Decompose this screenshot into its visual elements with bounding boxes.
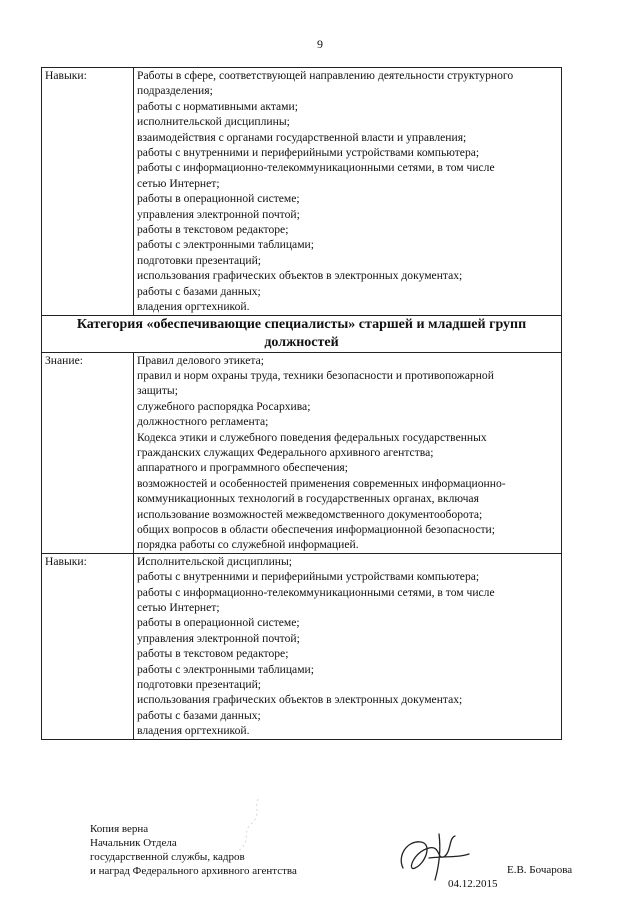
- list-item: работы с информационно-телекоммуникационными сетями, в том числе: [137, 161, 495, 175]
- row-label: Навыки:: [42, 68, 134, 316]
- list-item: подготовки презентаций;: [137, 253, 262, 267]
- list-item: использование возможностей межведомственного документооборота;: [137, 507, 483, 521]
- list-item: работы с электронными таблицами;: [137, 238, 314, 252]
- category-heading-line: Категория «обеспечивающие специалисты» старшей и младшей групп: [76, 316, 527, 332]
- row-label: Навыки:: [42, 553, 134, 739]
- list-item: порядка работы со служебной информацией.: [137, 538, 359, 552]
- list-item: Работы в сфере, соответствующей направлению деятельности структурного: [137, 69, 514, 82]
- list-item: исполнительской дисциплины;: [137, 115, 290, 129]
- list-item: управления электронной почтой;: [137, 631, 300, 645]
- list-item: использования графических объектов в электронных документах;: [137, 693, 463, 707]
- list-item: владения оргтехникой.: [137, 300, 250, 314]
- row-label: Знание:: [42, 352, 134, 553]
- list-item: подразделения;: [137, 84, 213, 98]
- list-item: работы с внутренними и периферийными устройствами компьютера;: [137, 570, 480, 584]
- category-heading-line: должностей: [264, 334, 339, 350]
- list-item: должностного регламента;: [137, 415, 269, 429]
- list-item: работы с внутренними и периферийными устройствами компьютера;: [137, 146, 480, 160]
- category-heading: [42, 315, 562, 352]
- list-item: служебного распорядка Росархива;: [137, 399, 311, 413]
- certifier-title-line: и наград Федерального архивного агентства: [90, 865, 297, 877]
- list-item: гражданских служащих Федерального архивного агентства;: [137, 445, 434, 459]
- row-content: [134, 352, 562, 553]
- certifier-title-line: государственной службы, кадров: [90, 851, 245, 863]
- list-item: Исполнительской дисциплины;: [137, 554, 293, 568]
- list-item: возможностей и особенностей применения современных информационно-: [137, 476, 506, 490]
- page-number: 9: [317, 37, 323, 51]
- row-content: [134, 68, 562, 316]
- table-row-skills-2: [42, 553, 562, 739]
- list-item: работы с базами данных;: [137, 708, 261, 722]
- list-item: Правил делового этикета;: [137, 353, 264, 367]
- row-content: [134, 553, 562, 739]
- list-item: подготовки презентаций;: [137, 678, 262, 692]
- list-item: работы в текстовом редакторе;: [137, 223, 289, 237]
- certification-block: [90, 822, 297, 878]
- list-item: управления электронной почтой;: [137, 207, 300, 221]
- list-item: сетью Интернет;: [137, 601, 220, 614]
- list-item: взаимодействия с органами государственной власти и управления;: [137, 130, 467, 144]
- list-item: владения оргтехникой.: [137, 724, 250, 738]
- list-item: работы с нормативными актами;: [137, 99, 298, 113]
- list-item: коммуникационных технологий в государственных органах, включая: [137, 492, 479, 506]
- list-item: Кодекса этики и служебного поведения федеральных государственных: [137, 430, 487, 444]
- list-item: общих вопросов в области обеспечения информационной безопасности;: [137, 522, 495, 536]
- list-item: сетью Интернет;: [137, 176, 220, 190]
- copy-certified-line: Копия верна: [90, 823, 149, 835]
- list-item: аппаратного и программного обеспечения;: [137, 461, 348, 475]
- list-item: работы с информационно-телекоммуникационными сетями, в том числе: [137, 585, 495, 599]
- list-item: работы в операционной системе;: [137, 616, 300, 630]
- certification-date: 04.12.2015: [448, 878, 498, 890]
- list-item: использования графических объектов в электронных документах;: [137, 269, 463, 283]
- signer-name: Е.В. Бочарова: [507, 864, 573, 876]
- qualification-table: [41, 67, 562, 740]
- certifier-title-line: Начальник Отдела: [90, 837, 177, 849]
- list-item: защиты;: [137, 384, 178, 398]
- list-item: работы с базами данных;: [137, 284, 261, 298]
- list-item: работы в текстовом редакторе;: [137, 647, 289, 661]
- handwritten-signature: [395, 828, 475, 883]
- list-item: работы в операционной системе;: [137, 192, 300, 206]
- table-row-skills-1: [42, 68, 562, 316]
- list-item: работы с электронными таблицами;: [137, 662, 314, 676]
- table-row-category-heading: [42, 315, 562, 352]
- table-row-knowledge: [42, 352, 562, 553]
- list-item: правил и норм охраны труда, техники безопасности и противопожарной: [137, 368, 494, 382]
